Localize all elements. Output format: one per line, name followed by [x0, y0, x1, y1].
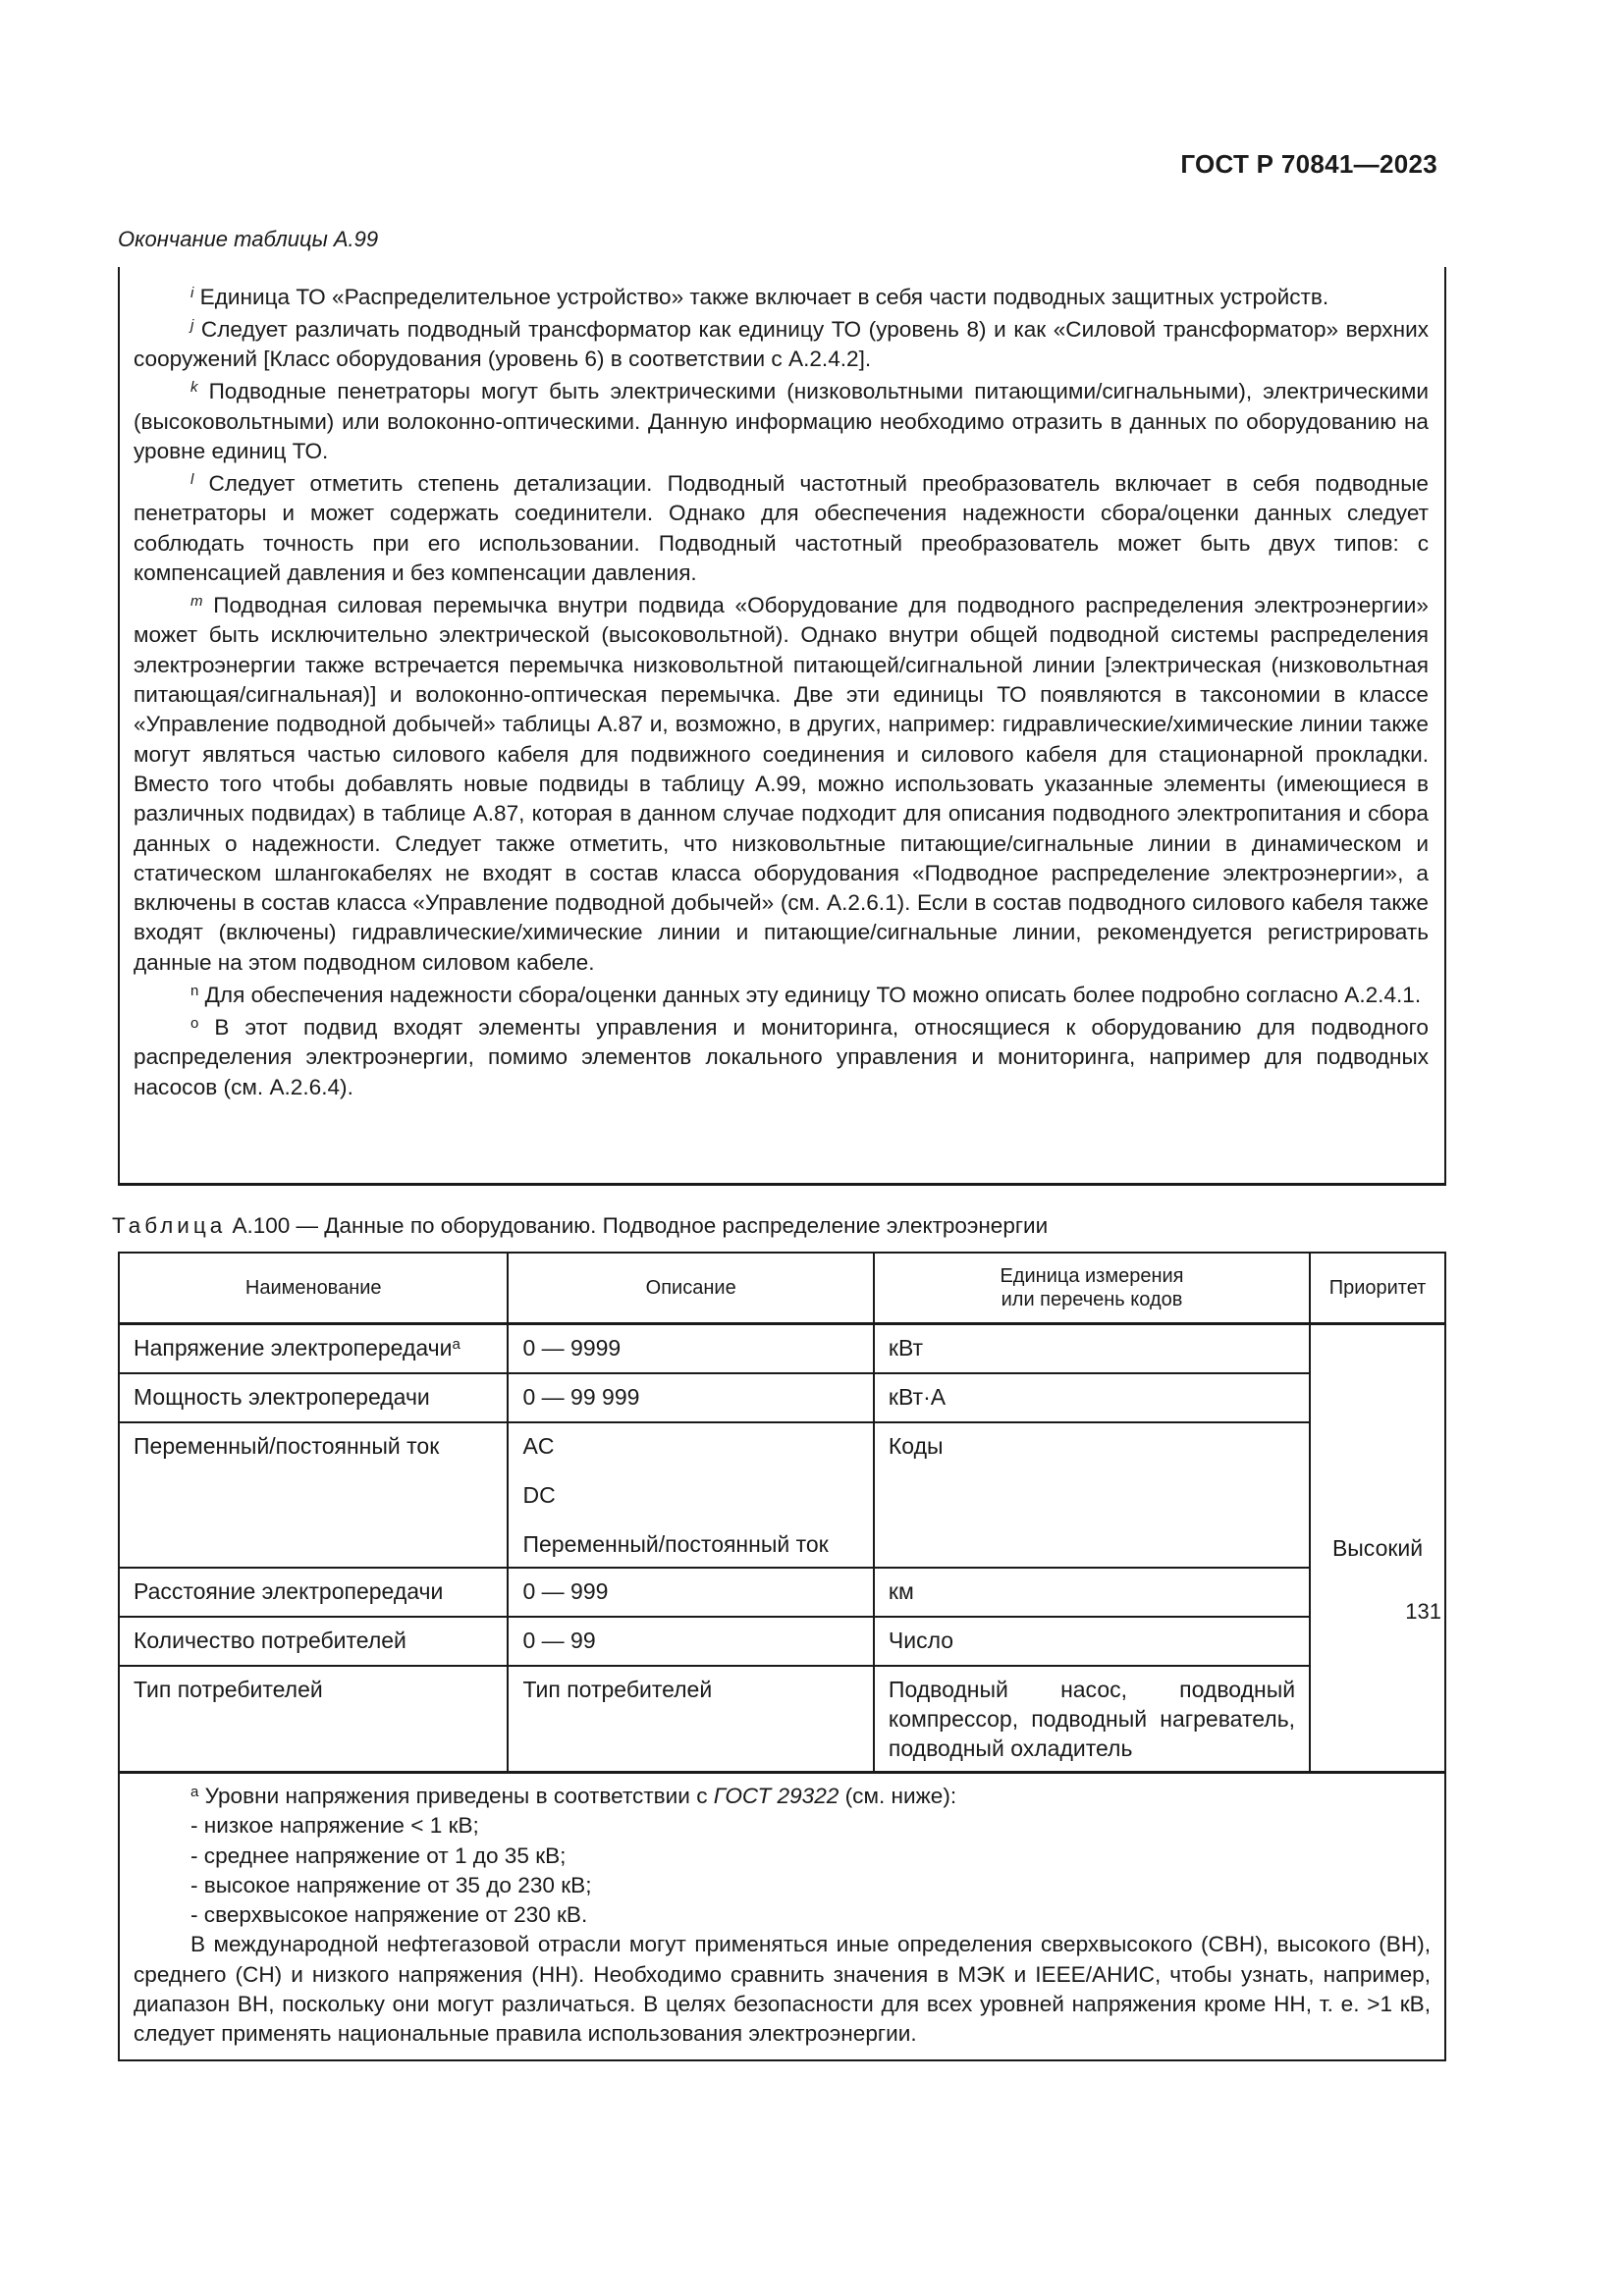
- note-mark: k: [190, 379, 198, 397]
- cell-name: Количество потребителей: [119, 1617, 508, 1666]
- note-i: [134, 283, 1429, 312]
- table-row: [119, 1373, 1445, 1422]
- table-header-row: [119, 1253, 1445, 1324]
- cell-unit: кВт·А: [874, 1373, 1310, 1422]
- note-mark: m: [190, 593, 203, 611]
- table-row: [119, 1568, 1445, 1617]
- note-mark: j: [190, 317, 194, 335]
- table-footnote-row: [119, 1773, 1445, 2060]
- code-option: DC: [522, 1482, 556, 1508]
- note-mark: n: [190, 982, 199, 999]
- cell-description: 0 — 999: [508, 1568, 873, 1617]
- note-text: Подводная силовая перемычка внутри подвида «Оборудование для подводного распределения электроэнергии» может быть исключительно электрической (высоковольтной). Однако внутри общей подводной системы распределения электроэнергии также встречается перемычка низковольтной питающей/сигнальной линии [электрическая (низковольтная питающая/сигнальная)] и волоконно-оптическая перемычка. Две эти единицы ТО появляются в таксономии в классе «Управление подводной добычей» таблицы А.87 и, возможно, в других, например: гидравлические/химические линии также могут являться частью силового кабеля для подвижного соединения и силового кабеля для стационарной прокладки. Вместо того чтобы добавлять новые подвиды в таблицу А.99, можно использовать указанные элементы (имеющиеся в различных подвидах) в таблице А.87, которая в данном случае подходит для описания подводного электропитания и сбора данных о надежности. Следует также отметить, что низковольтные питающие/сигнальные линии в динамическом и статическом шлангокабелях не входят в состав класса оборудования «Подводное распределение электроэнергии», а включены в состав класса «Управление подводной добычей» (см. А.2.6.1). Если в состав подводного силового кабеля также входят (включены) гидравлические/химические линии и питающие/сигнальные линии, рекомендуется регистрировать данные на этом подводном силовом кабеле.: [134, 593, 1429, 975]
- note-o: [134, 1013, 1429, 1102]
- note-l: [134, 469, 1429, 588]
- table-footnote: [119, 1773, 1445, 2060]
- cell-description: 0 — 99 999: [508, 1373, 873, 1422]
- note-mark: l: [190, 471, 194, 489]
- document-code: ГОСТ Р 70841—2023: [1180, 149, 1437, 179]
- cell-name: Тип потребителей: [119, 1666, 508, 1773]
- cell-description: 0 — 9999: [508, 1324, 873, 1374]
- voltage-level-item: - низкое напряжение < 1 кВ;: [190, 1813, 479, 1839]
- note-text: Следует различать подводный трансформатор как единицу ТО (уровень 8) и как «Силовой трансформатор» верхних сооружений [Класс оборудования (уровень 6) в соответствии с А.2.4.2].: [134, 317, 1429, 372]
- column-header-description: Описание: [508, 1253, 873, 1324]
- continuation-caption: Окончание таблицы А.99: [118, 227, 379, 251]
- cell-name: Напряжение электропередачи$^a$: [119, 1324, 508, 1374]
- code-option: Переменный/постоянный ток: [522, 1531, 829, 1557]
- column-header-name: Наименование: [119, 1253, 508, 1324]
- note-text: В этот подвид входят элементы управления и мониторинга, относящиеся к оборудованию для подводного распределения электроэнергии, помимо элементов локального управления и мониторинга, например для подводных насосов (см. А.2.6.4).: [134, 1014, 1429, 1099]
- page-number: 131: [1405, 1599, 1441, 1624]
- note-text: Подводные пенетраторы могут быть электрическими (низковольтными питающими/сигнальными), электрическими (высоковольтными) или волоконно-оптическими. Данную информацию необходимо отразить в данных по оборудованию на уровне единиц ТО.: [134, 379, 1429, 464]
- equipment-data-table: [118, 1252, 1446, 2061]
- standard-reference: ГОСТ 29322: [713, 1784, 839, 1808]
- voltage-level-item: - высокое напряжение от 35 до 230 кВ;: [190, 1872, 592, 1897]
- note-text: Для обеспечения надежности сбора/оценки данных эту единицу ТО можно описать более подробно согласно А.2.4.1.: [198, 982, 1422, 1007]
- note-m: [134, 591, 1429, 978]
- table-row: [119, 1666, 1445, 1773]
- cell-description: 0 — 99: [508, 1617, 873, 1666]
- voltage-level-item: - сверхвысокое напряжение от 230 кВ.: [190, 1902, 588, 1928]
- table-row: [119, 1324, 1445, 1374]
- notes-box: [118, 267, 1446, 1186]
- column-header-unit: Единица измерения или перечень кодов: [874, 1253, 1310, 1324]
- cell-name: Мощность электропередачи: [119, 1373, 508, 1422]
- cell-unit: Подводный насос, подводный компрессор, подводный нагреватель, подводный охладитель: [874, 1666, 1310, 1773]
- footnote-intro: $^a$ Уровни напряжения приведены в соответствии с ГОСТ 29322 (см. ниже):: [190, 1784, 957, 1808]
- footnote-ref: a: [452, 1336, 460, 1353]
- footnote-mark: a: [190, 1784, 199, 1800]
- footnote-paragraph: В международной нефтегазовой отрасли могут применяться иные определения сверхвысокого (СВН), высокого (ВН), среднего (СН) и низкого напряжения (НН). Необходимо сравнить значения в МЭК и IEEE/АНИС, чтобы узнать, например, диапазон ВН, поскольку они могут различаться. В целях безопасности для всех уровней напряжения кроме НН, т. е. >1 кВ, следует применять национальные правила использования электроэнергии.: [134, 1932, 1431, 2047]
- table-row: [119, 1617, 1445, 1666]
- code-option: AC: [522, 1433, 555, 1459]
- note-k: [134, 377, 1429, 466]
- cell-name: Расстояние электропередачи: [119, 1568, 508, 1617]
- cell-description: [508, 1422, 873, 1568]
- note-text: Следует отметить степень детализации. Подводный частотный преобразователь включает в себя подводные пенетраторы и может содержать соединители. Однако для обеспечения надежности сбора/оценки данных следует соблюдать точность при его использовании. Подводный частотный преобразователь может быть двух типов: с компенсацией давления и без компенсации давления.: [134, 471, 1429, 586]
- note-mark: o: [190, 1014, 199, 1032]
- note-n: [134, 981, 1429, 1010]
- cell-unit: Коды: [874, 1422, 1310, 1568]
- note-j: [134, 315, 1429, 375]
- note-text: Единица ТО «Распределительное устройство» также включает в себя части подводных защитных устройств.: [193, 285, 1329, 309]
- cell-unit: км: [874, 1568, 1310, 1617]
- table-caption: [112, 1213, 1048, 1239]
- cell-name: Переменный/постоянный ток: [119, 1422, 508, 1568]
- cell-unit: Число: [874, 1617, 1310, 1666]
- table-caption-title: А.100 — Данные по оборудованию. Подводное распределение электроэнергии: [226, 1213, 1049, 1238]
- column-header-priority: Приоритет: [1310, 1253, 1445, 1324]
- note-mark: i: [190, 285, 194, 301]
- voltage-level-item: - среднее напряжение от 1 до 35 кВ;: [190, 1842, 567, 1868]
- cell-unit: кВт: [874, 1324, 1310, 1374]
- cell-description: Тип потребителей: [508, 1666, 873, 1773]
- table-row: [119, 1422, 1445, 1568]
- cell-priority: Высокий: [1310, 1324, 1445, 1773]
- table-caption-word: Таблица: [112, 1213, 227, 1238]
